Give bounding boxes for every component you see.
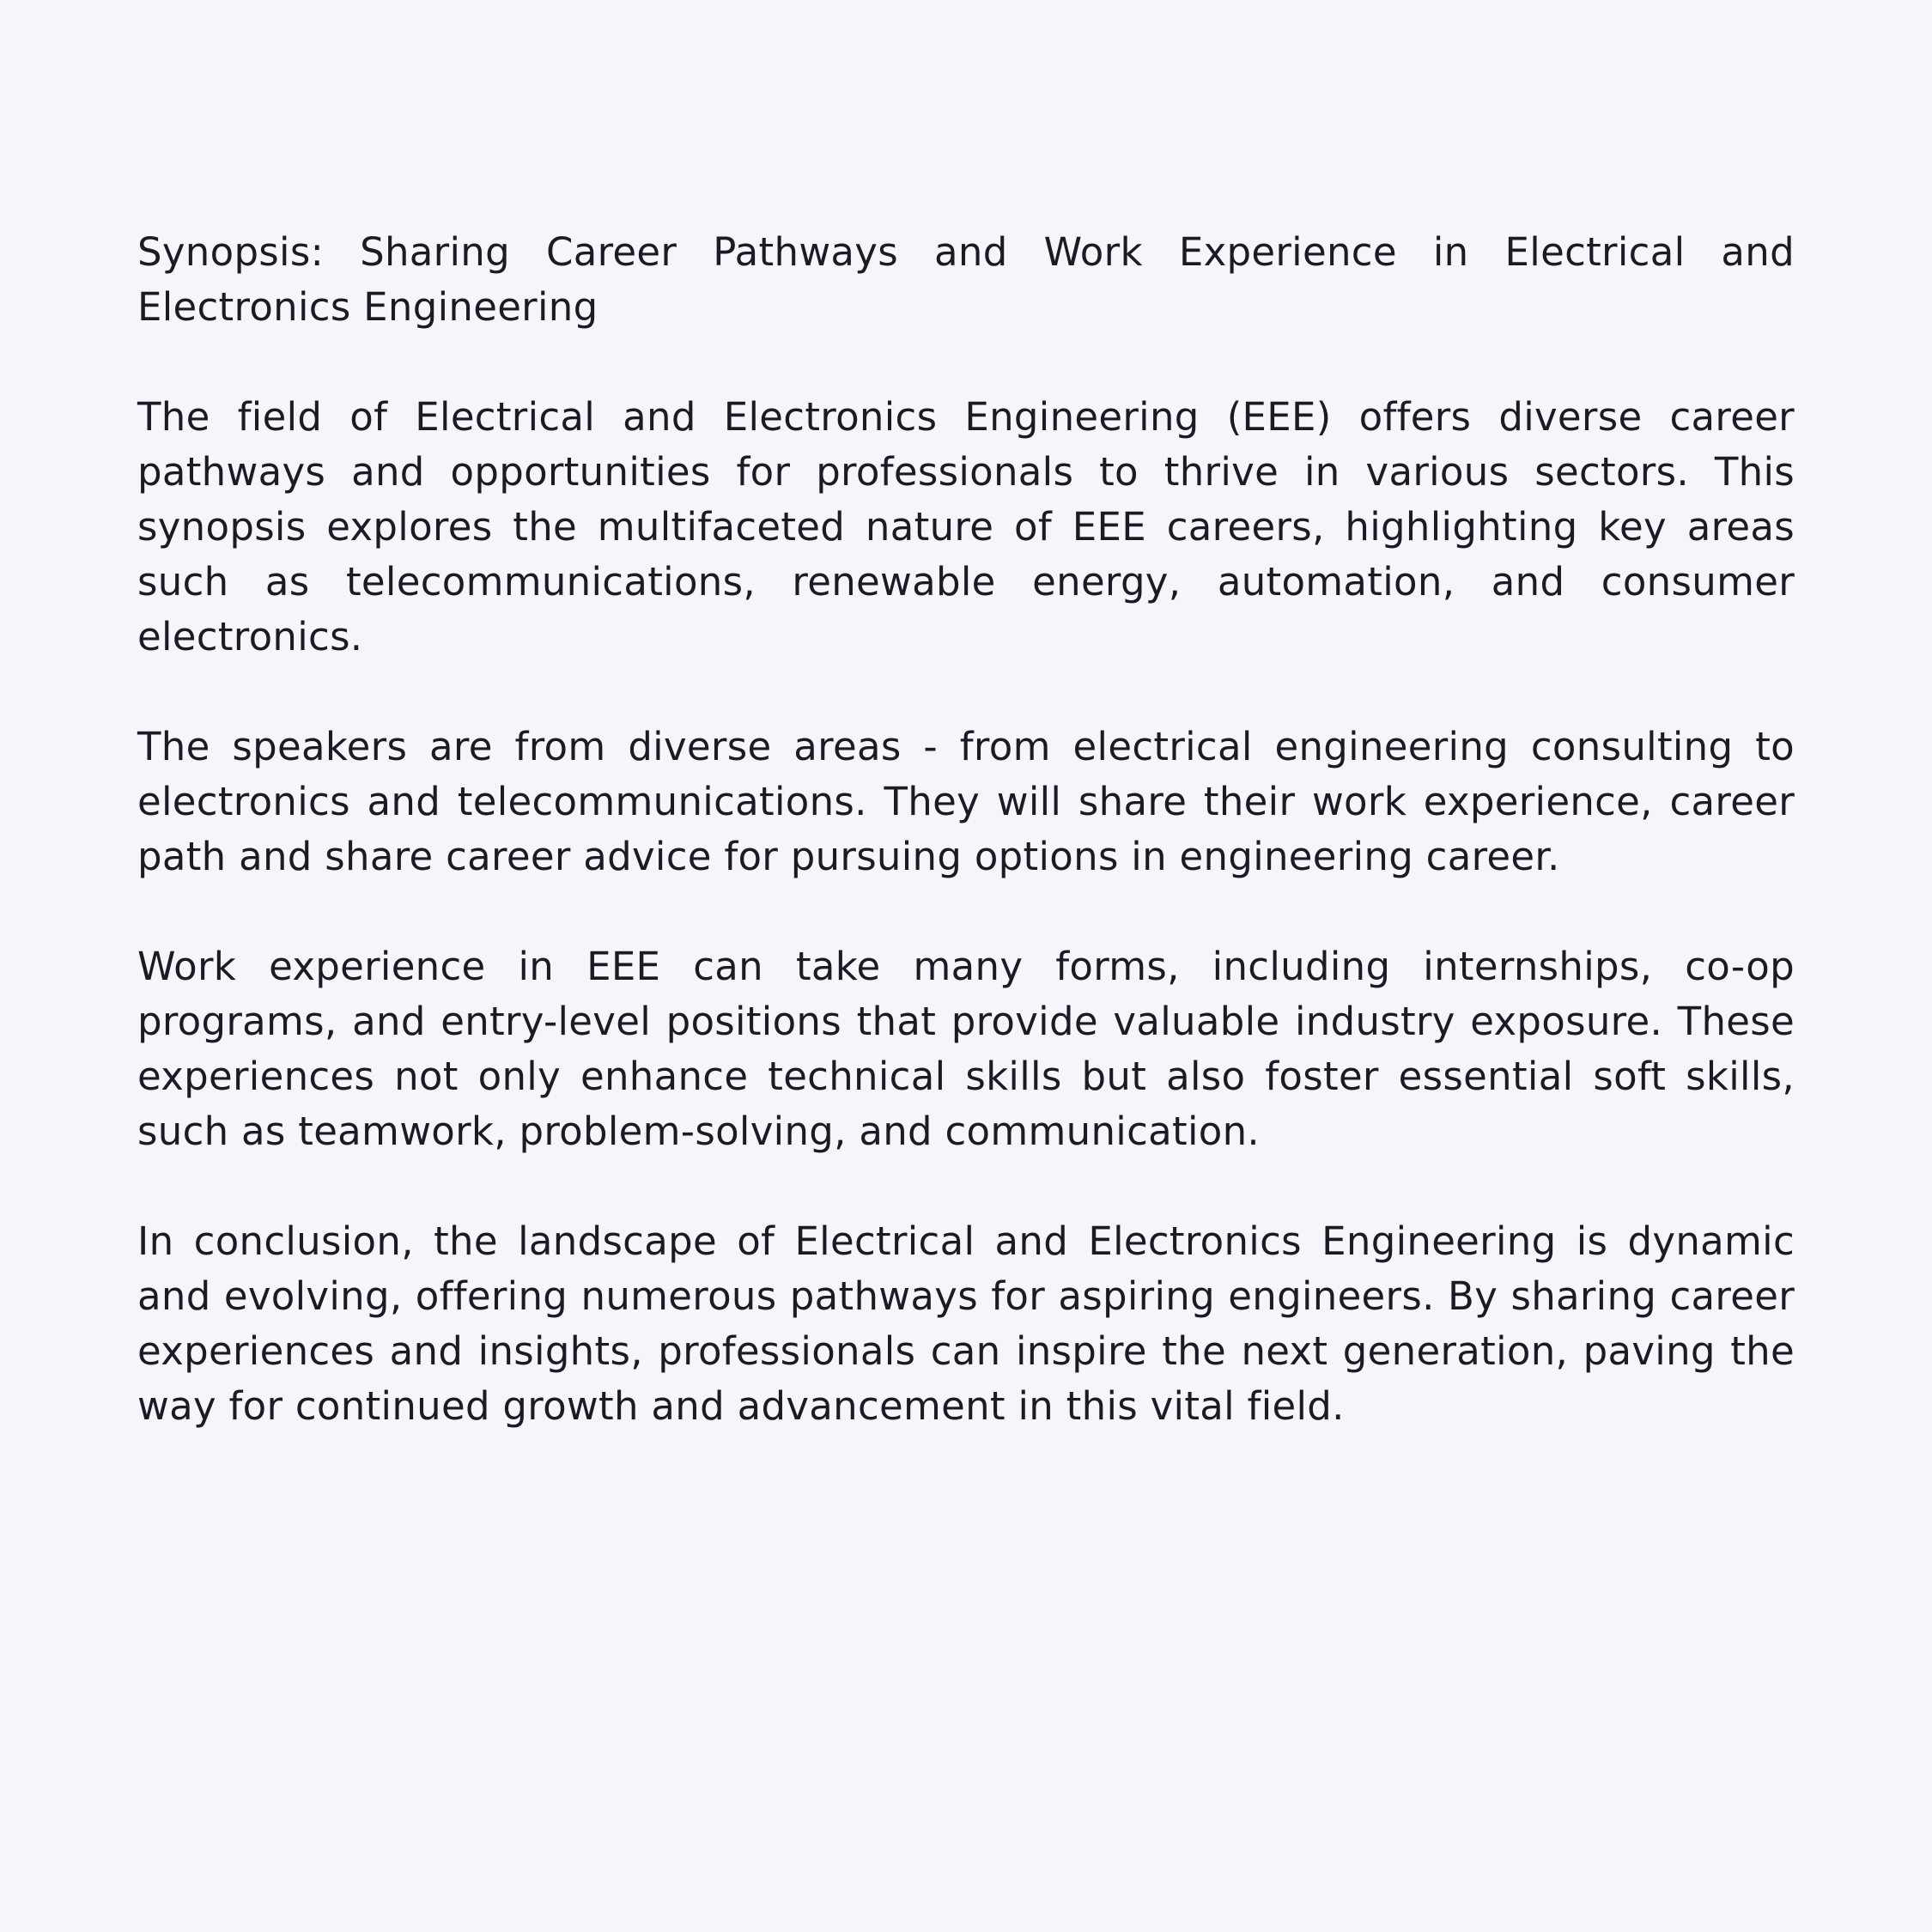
speakers-paragraph: The speakers are from diverse areas - from electrical engineering consulting to electronics and telecommunications. They will share their work experience, career path and share career advice for pursuing options in engineering career. <box>137 724 1795 879</box>
conclusion-paragraph: In conclusion, the landscape of Electrical and Electronics Engineering is dynamic and evolving, offering numerous pathways for aspiring engineers. By sharing career experiences and insights, professionals can inspire the next generation, paving the way for continued growth and advancement in this vital field. <box>137 1218 1795 1429</box>
work-experience-paragraph: Work experience in EEE can take many forms, including internships, co-op programs, and entry-level positions that provide valuable industry exposure. These experiences not only enhance technical skills but also foster essential soft skills, such as teamwork, problem-solving, and communication. <box>137 944 1795 1154</box>
document-title: Synopsis: Sharing Career Pathways and Work Experience in Electrical and Electronics Engineering <box>137 229 1795 330</box>
synopsis-document <box>137 225 1795 1434</box>
intro-paragraph: The field of Electrical and Electronics Engineering (EEE) offers diverse career pathways and opportunities for professionals to thrive in various sectors. This synopsis explores the multifaceted nature of EEE careers, highlighting key areas such as telecommunications, renewable energy, automation, and consumer electronics. <box>137 394 1795 659</box>
